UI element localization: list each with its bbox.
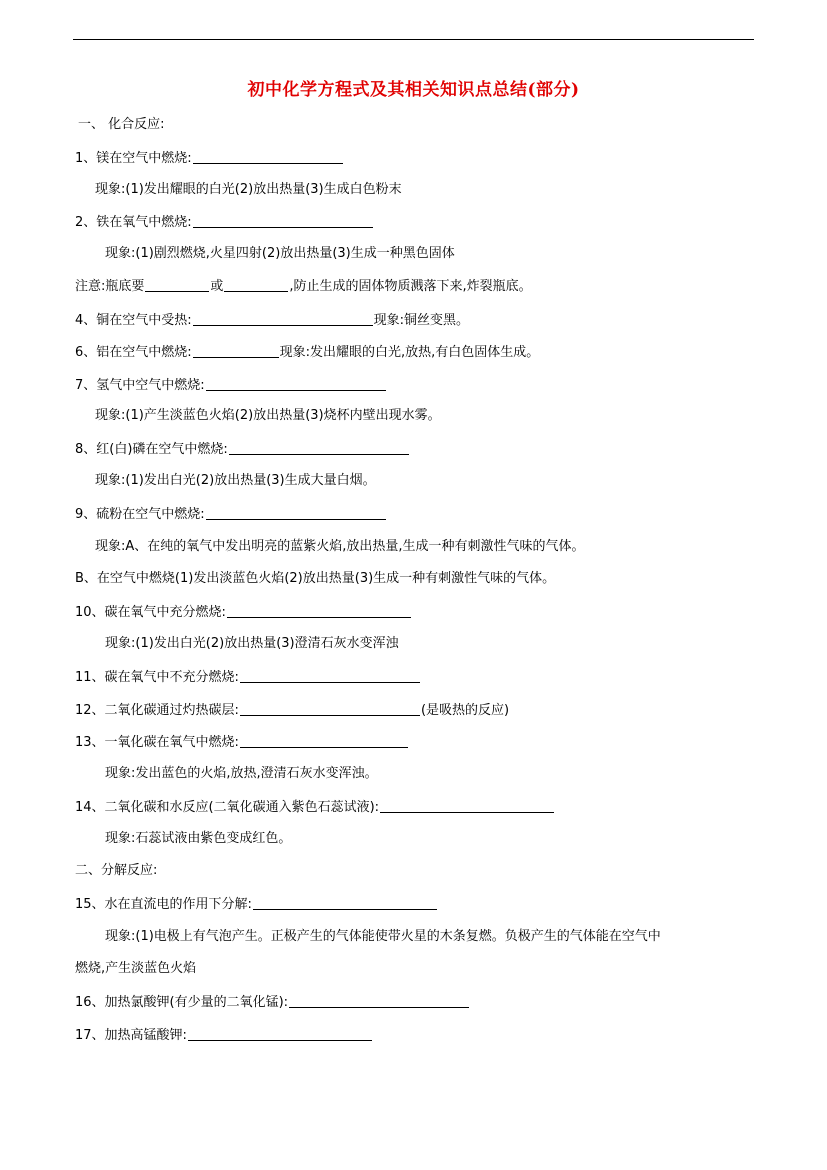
answer-blank[interactable] — [289, 993, 469, 1008]
observation-14 — [105, 830, 291, 848]
question-14 — [75, 798, 555, 817]
question-10 — [75, 603, 412, 622]
note-text: 或 — [210, 279, 224, 294]
question-6 — [75, 343, 539, 362]
question-1 — [75, 149, 344, 168]
observation-text: 现象:A、在纯的氧气中发出明亮的蓝紫火焰,放出热量,生成一种有刺激性气味的气体。 — [95, 539, 585, 554]
question-text: 15、水在直流电的作用下分解: — [75, 897, 252, 912]
answer-blank[interactable] — [240, 733, 408, 748]
answer-blank[interactable] — [240, 701, 420, 716]
observation-text: 现象:(1)电极上有气泡产生。正极产生的气体能使带火星的木条复燃。负极产生的气体能在空气中 — [105, 929, 661, 944]
answer-blank[interactable] — [193, 213, 373, 228]
note-text: 注意:瓶底要 — [75, 279, 145, 294]
question-text: 14、二氧化碳和水反应(二氧化碳通入紫色石蕊试液): — [75, 800, 380, 815]
question-text: 10、碳在氧气中充分燃烧: — [75, 605, 226, 620]
observation-text: 现象:石蕊试液由紫色变成红色。 — [105, 831, 292, 846]
observation-9b — [75, 570, 555, 588]
question-4 — [75, 311, 469, 330]
answer-blank[interactable] — [188, 1026, 372, 1041]
question-7 — [75, 376, 387, 395]
question-text: 16、加热氯酸钾(有少量的二氧化锰): — [75, 995, 289, 1010]
observation-text: 现象:(1)发出耀眼的白光(2)放出热量(3)生成白色粉末 — [95, 182, 402, 197]
question-16 — [75, 993, 470, 1012]
question-2 — [75, 213, 374, 232]
question-note: (是吸热的反应) — [420, 703, 510, 718]
observation-1 — [95, 181, 402, 199]
question-13 — [75, 733, 409, 752]
question-text: 7、氢气中空气中燃烧: — [75, 378, 205, 393]
question-text: 11、碳在氧气中不充分燃烧: — [75, 670, 239, 685]
note-text: ,防止生成的固体物质溅落下来,炸裂瓶底。 — [289, 279, 532, 294]
observation-text: 现象:(1)发出白光(2)放出热量(3)生成大量白烟。 — [95, 473, 376, 488]
page-title: 初中化学方程式及其相关知识点总结(部分) — [247, 80, 580, 100]
answer-blank[interactable] — [206, 376, 386, 391]
answer-blank[interactable] — [206, 505, 386, 520]
observation-text: 现象:铜丝变黑。 — [373, 313, 470, 328]
question-12 — [75, 701, 509, 720]
observation-7 — [95, 407, 441, 425]
question-text: 17、加热高锰酸钾: — [75, 1028, 187, 1043]
observation-text: 现象:发出耀眼的白光,放热,有白色固体生成。 — [279, 345, 540, 360]
answer-blank[interactable] — [224, 277, 288, 292]
section-heading-text: 一、 化合反应: — [78, 117, 165, 132]
answer-blank[interactable] — [229, 440, 409, 455]
observation-9a — [95, 538, 585, 556]
observation-15b — [75, 960, 196, 978]
observation-10 — [105, 635, 399, 653]
section-heading — [75, 862, 157, 880]
observation-text: 现象:(1)产生淡蓝色火焰(2)放出热量(3)烧杯内壁出现水雾。 — [95, 408, 441, 423]
observation-2 — [105, 245, 455, 263]
question-text: 12、二氧化碳通过灼热碳层: — [75, 703, 239, 718]
observation-text: 现象:(1)剧烈燃烧,火星四射(2)放出热量(3)生成一种黑色固体 — [105, 246, 455, 261]
answer-blank[interactable] — [380, 798, 554, 813]
observation-text: B、在空气中燃烧(1)发出淡蓝色火焰(2)放出热量(3)生成一种有刺激性气味的气体。 — [75, 571, 556, 586]
observation-13 — [105, 765, 378, 783]
section-heading — [78, 116, 165, 134]
question-text: 13、一氧化碳在氧气中燃烧: — [75, 735, 239, 750]
section-heading-text: 二、分解反应: — [75, 863, 158, 878]
observation-15a — [105, 928, 661, 946]
observation-8 — [95, 472, 376, 490]
answer-blank[interactable] — [145, 277, 209, 292]
question-11 — [75, 668, 421, 687]
question-text: 8、红(白)磷在空气中燃烧: — [75, 442, 228, 457]
question-text: 4、铜在空气中受热: — [75, 313, 192, 328]
observation-text: 燃烧,产生淡蓝色火焰 — [75, 961, 197, 976]
question-text: 9、硫粉在空气中燃烧: — [75, 507, 205, 522]
question-15 — [75, 895, 438, 914]
question-text: 1、镁在空气中燃烧: — [75, 151, 192, 166]
question-17 — [75, 1026, 373, 1045]
observation-text: 现象:发出蓝色的火焰,放热,澄清石灰水变浑浊。 — [105, 766, 378, 781]
answer-blank[interactable] — [253, 895, 437, 910]
answer-blank[interactable] — [240, 668, 420, 683]
question-9 — [75, 505, 387, 524]
header-rule — [73, 39, 754, 40]
question-text: 6、铝在空气中燃烧: — [75, 345, 192, 360]
question-8 — [75, 440, 410, 459]
question-text: 2、铁在氧气中燃烧: — [75, 215, 192, 230]
answer-blank[interactable] — [193, 311, 373, 326]
answer-blank[interactable] — [193, 149, 343, 164]
observation-text: 现象:(1)发出白光(2)放出热量(3)澄清石灰水变浑浊 — [105, 636, 399, 651]
note-line — [75, 277, 532, 296]
answer-blank[interactable] — [227, 603, 411, 618]
answer-blank[interactable] — [193, 343, 279, 358]
